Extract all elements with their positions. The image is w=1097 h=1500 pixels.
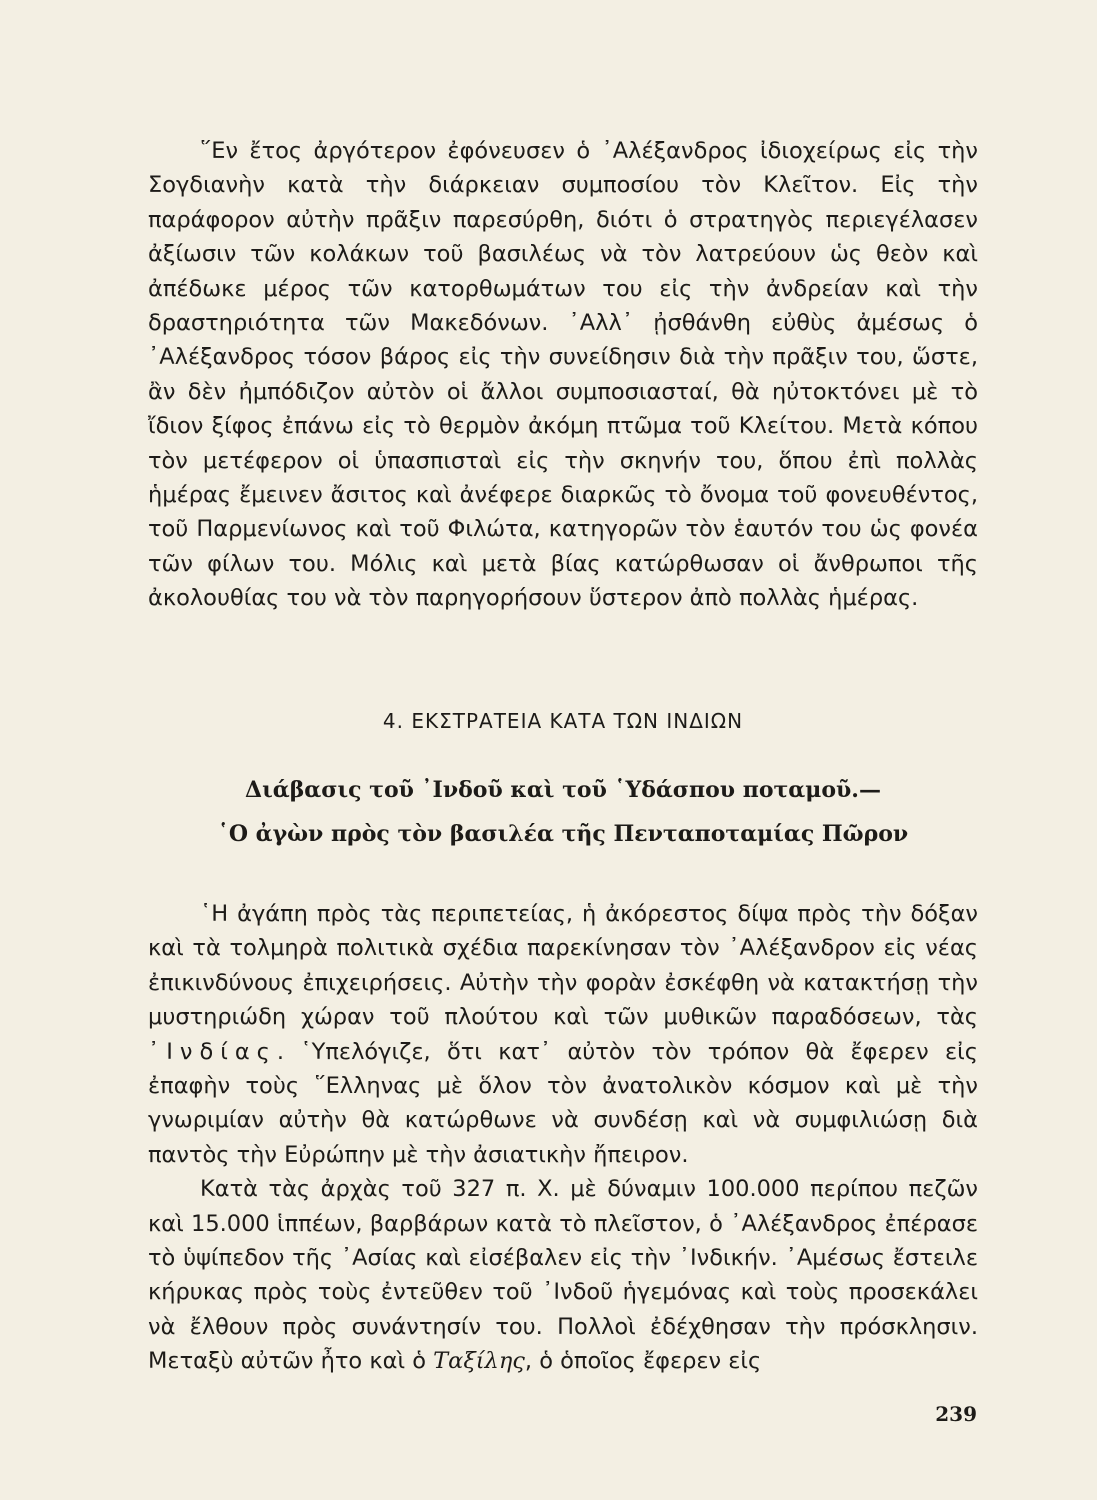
paragraph-india-part2: . ῾Υπελόγιζε, ὅτι κατ᾿ αὐτὸν τὸν τρόπον θὰ ἔφερεν εἰς ἐπαφὴν τοὺς ῞Ελληνας μὲ ὅλον τὸν ἀνατολικὸν κόσμον καὶ μὲ τὴν γνωριμίαν αὐτὴν θὰ κατώρθωνε νὰ συνδέσῃ καὶ νὰ συμφιλιώσῃ διὰ παντὸς τὴν Εὐρώπην μὲ τὴν ἀσιατικὴν ἤπειρον. (148, 1038, 978, 1168)
page-number: 239 (935, 1402, 977, 1426)
text-block-lower (148, 897, 978, 1379)
taxiles-name: Ταξίλης (433, 1348, 525, 1375)
subheading-line-2: ῾Ο ἀγὼν πρὸς τὸν βασιλέα τῆς Πενταποταμίας Πῶρον (217, 821, 909, 847)
paragraph-kleitos: ῞Εν ἔτος ἀργότερον ἐφόνευσεν ὁ ᾿Αλέξανδρος ἰδιοχείρως εἰς τὴν Σογδιανὴν κατὰ τὴν διάρκειαν συμποσίου τὸν Κλεῖτον. Εἰς τὴν παράφορον αὐτὴν πρᾶξιν παρεσύρθη, διότι ὁ στρατηγὸς περιεγέλασεν ἀξίωσιν τῶν κολάκων τοῦ βασιλέως νὰ τὸν λατρεύουν ὡς θεὸν καὶ ἀπέδωκε μέρος τῶν κατορθωμάτων του εἰς τὴν ἀνδρείαν καὶ τὴν δραστηριότητα τῶν Μακεδόνων. ᾿Αλλ᾿ ᾐσθάνθη εὐθὺς ἀμέσως ὁ ᾿Αλέξανδρος τόσον βάρος εἰς τὴν συνείδησιν διὰ τὴν πρᾶξιν του, ὥστε, ἂν δὲν ἠμπόδιζον αὐτὸν οἱ ἄλλοι συμποσιασταί, θὰ ηὐτοκτόνει μὲ τὸ ἴδιον ξίφος ἐπάνω εἰς τὸ θερμὸν ἀκόμη πτῶμα τοῦ Κλείτου. Μετὰ κόπου τὸν μετέφερον οἱ ὑπασπισταὶ εἰς τὴν σκηνήν του, ὅπου ἐπὶ πολλὰς ἡμέρας ἔμεινεν ἄσιτος καὶ ἀνέφερε διαρκῶς τὸ ὄνομα τοῦ φονευθέντος, τοῦ Παρμενίωνος καὶ τοῦ Φιλώτα, κατηγορῶν τὸν ἑαυτόν του ὡς φονέα τῶν φίλων του. Μόλις καὶ μετὰ βίας κατώρθωσαν οἱ ἄνθρωποι τῆς ἀκολουθίας του νὰ τὸν παρηγορήσουν ὕστερον ἀπὸ πολλὰς ἡμέρας. (148, 138, 978, 612)
paragraph-india (148, 897, 978, 1172)
india-spaced-word: ᾿Ινδίας (148, 1038, 277, 1065)
paragraph-india-part1: ῾Η ἀγάπη πρὸς τὰς περιπετείας, ἡ ἀκόρεστος δίψα πρὸς τὴν δόξαν καὶ τὰ τολμηρὰ πολιτικὰ σχέδια παρεκίνησαν τὸν ᾿Αλέξανδρον εἰς νέας ἐπικινδύνους ἐπιχειρήσεις. Αὐτὴν τὴν φορὰν ἐσκέφθη νὰ κατακτήσῃ τὴν μυστηριώδη χώραν τοῦ πλούτου καὶ τῶν μυθικῶν παραδόσεων, τὰς (148, 901, 978, 1031)
paragraph-campaign-part1: Κατὰ τὰς ἀρχὰς τοῦ 327 π. Χ. μὲ δύναμιν 100.000 περίπου πεζῶν καὶ 15.000 ἱππέων, βαρβάρων κατὰ τὸ πλεῖστον, ὁ ᾿Αλέξανδρος ἐπέρασε τὸ ὑψίπεδον τῆς ᾿Ασίας καὶ εἰσέβαλεν εἰς τὴν ᾿Ινδικήν. ᾿Αμέσως ἔστειλε κήρυκας πρὸς τοὺς ἐντεῦθεν τοῦ ᾿Ινδοῦ ἡγεμόνας καὶ τοὺς προσεκάλει νὰ ἔλθουν πρὸς συνάντησίν του. Πολλοὶ ἐδέχθησαν τὴν πρόσκλησιν. Μεταξὺ αὐτῶν ἦτο καὶ ὁ (148, 1176, 978, 1375)
text-block-upper (148, 134, 978, 616)
paragraph-campaign-part2: , ὁ ὁποῖος ἔφερεν εἰς (524, 1348, 762, 1375)
subheading-line-1: Διάβασις τοῦ ᾿Ινδοῦ καὶ τοῦ ῾Υδάσπου ποταμοῦ.— (245, 777, 881, 803)
subheading (148, 768, 978, 856)
section-heading: 4. ΕΚΣΤΡΑΤΕΙΑ ΚΑΤΑ ΤΩΝ ΙΝΔΙΩΝ (382, 709, 744, 733)
paragraph-campaign (148, 1172, 978, 1378)
